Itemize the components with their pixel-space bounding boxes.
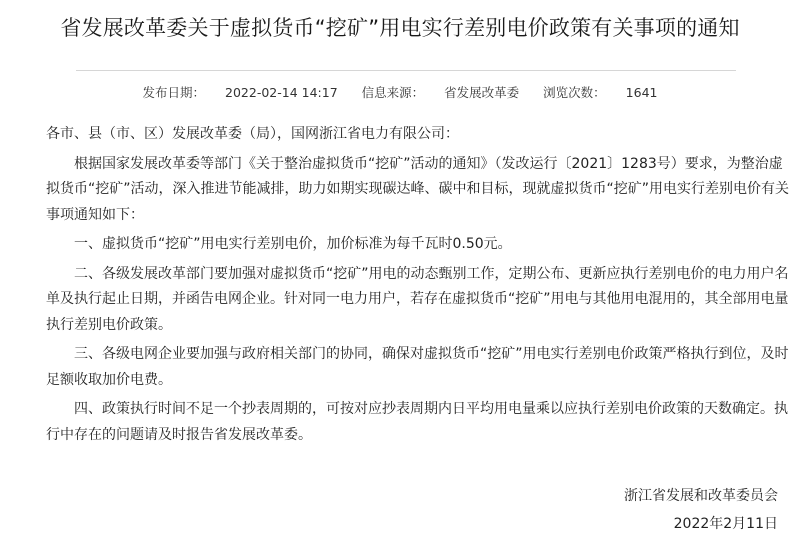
signature-org: 浙江省发展和改革委员会	[624, 488, 778, 504]
paragraph-item-2: 二、各级发展改革部门要加强对虚拟货币“挖矿”用电的动态甄别工作，定期公布、更新应执行差别电价的电力用户名单及执行起止日期，并函告电网企业。针对同一电力用户，若存在虚拟货币“挖矿”用电与其他用电混用的，其全部用电量执行差别电价政策。	[46, 265, 789, 333]
paragraph-item-3: 三、各级电网企业要加强与政府相关部门的协同，确保对虚拟货币“挖矿”用电实行差别电价政策严格执行到位，及时足额收取加价电费。	[46, 346, 789, 388]
meta-info-bar	[0, 83, 800, 101]
signature-date: 2022年2月11日	[673, 516, 778, 532]
paragraph-item-4: 四、政策执行时间不足一个抄表周期的，可按对应抄表周期内日平均用电量乘以应执行差别电价政策的天数确定。执行中存在的问题请及时报告省发展改革委。	[46, 401, 788, 443]
info-source	[362, 85, 520, 100]
page-title: 省发展改革委关于虚拟货币“挖矿”用电实行差别电价政策有关事项的通知	[60, 16, 740, 40]
view-count-value: 1641	[625, 85, 658, 100]
salutation: 各市、县（市、区）发展改革委（局），国网浙江省电力有限公司：	[46, 126, 459, 142]
publish-date-label: 发布日期：	[142, 85, 206, 100]
info-source-label: 信息来源：	[361, 85, 425, 100]
publish-date-value: 2022-02-14 14:17	[225, 85, 338, 100]
publish-date	[143, 85, 338, 100]
title-divider	[76, 70, 736, 71]
view-count	[543, 85, 657, 100]
paragraph-item-1: 一、虚拟货币“挖矿”用电实行差别电价，加价标准为每千瓦时0.50元。	[74, 236, 512, 252]
paragraph-intro: 根据国家发展改革委等部门《关于整治虚拟货币“挖矿”活动的通知》（发改运行〔2021〕1283号）要求，为整治虚拟货币“挖矿”活动，深入推进节能减排，助力如期实现碳达峰、碳中和目标，现就虚拟货币“挖矿”用电实行差别电价有关事项通知如下：	[46, 155, 790, 223]
info-source-value: 省发展改革委	[444, 85, 520, 100]
signature-block	[624, 482, 778, 538]
notice-body	[46, 122, 790, 452]
view-count-label: 浏览次数：	[543, 85, 606, 100]
